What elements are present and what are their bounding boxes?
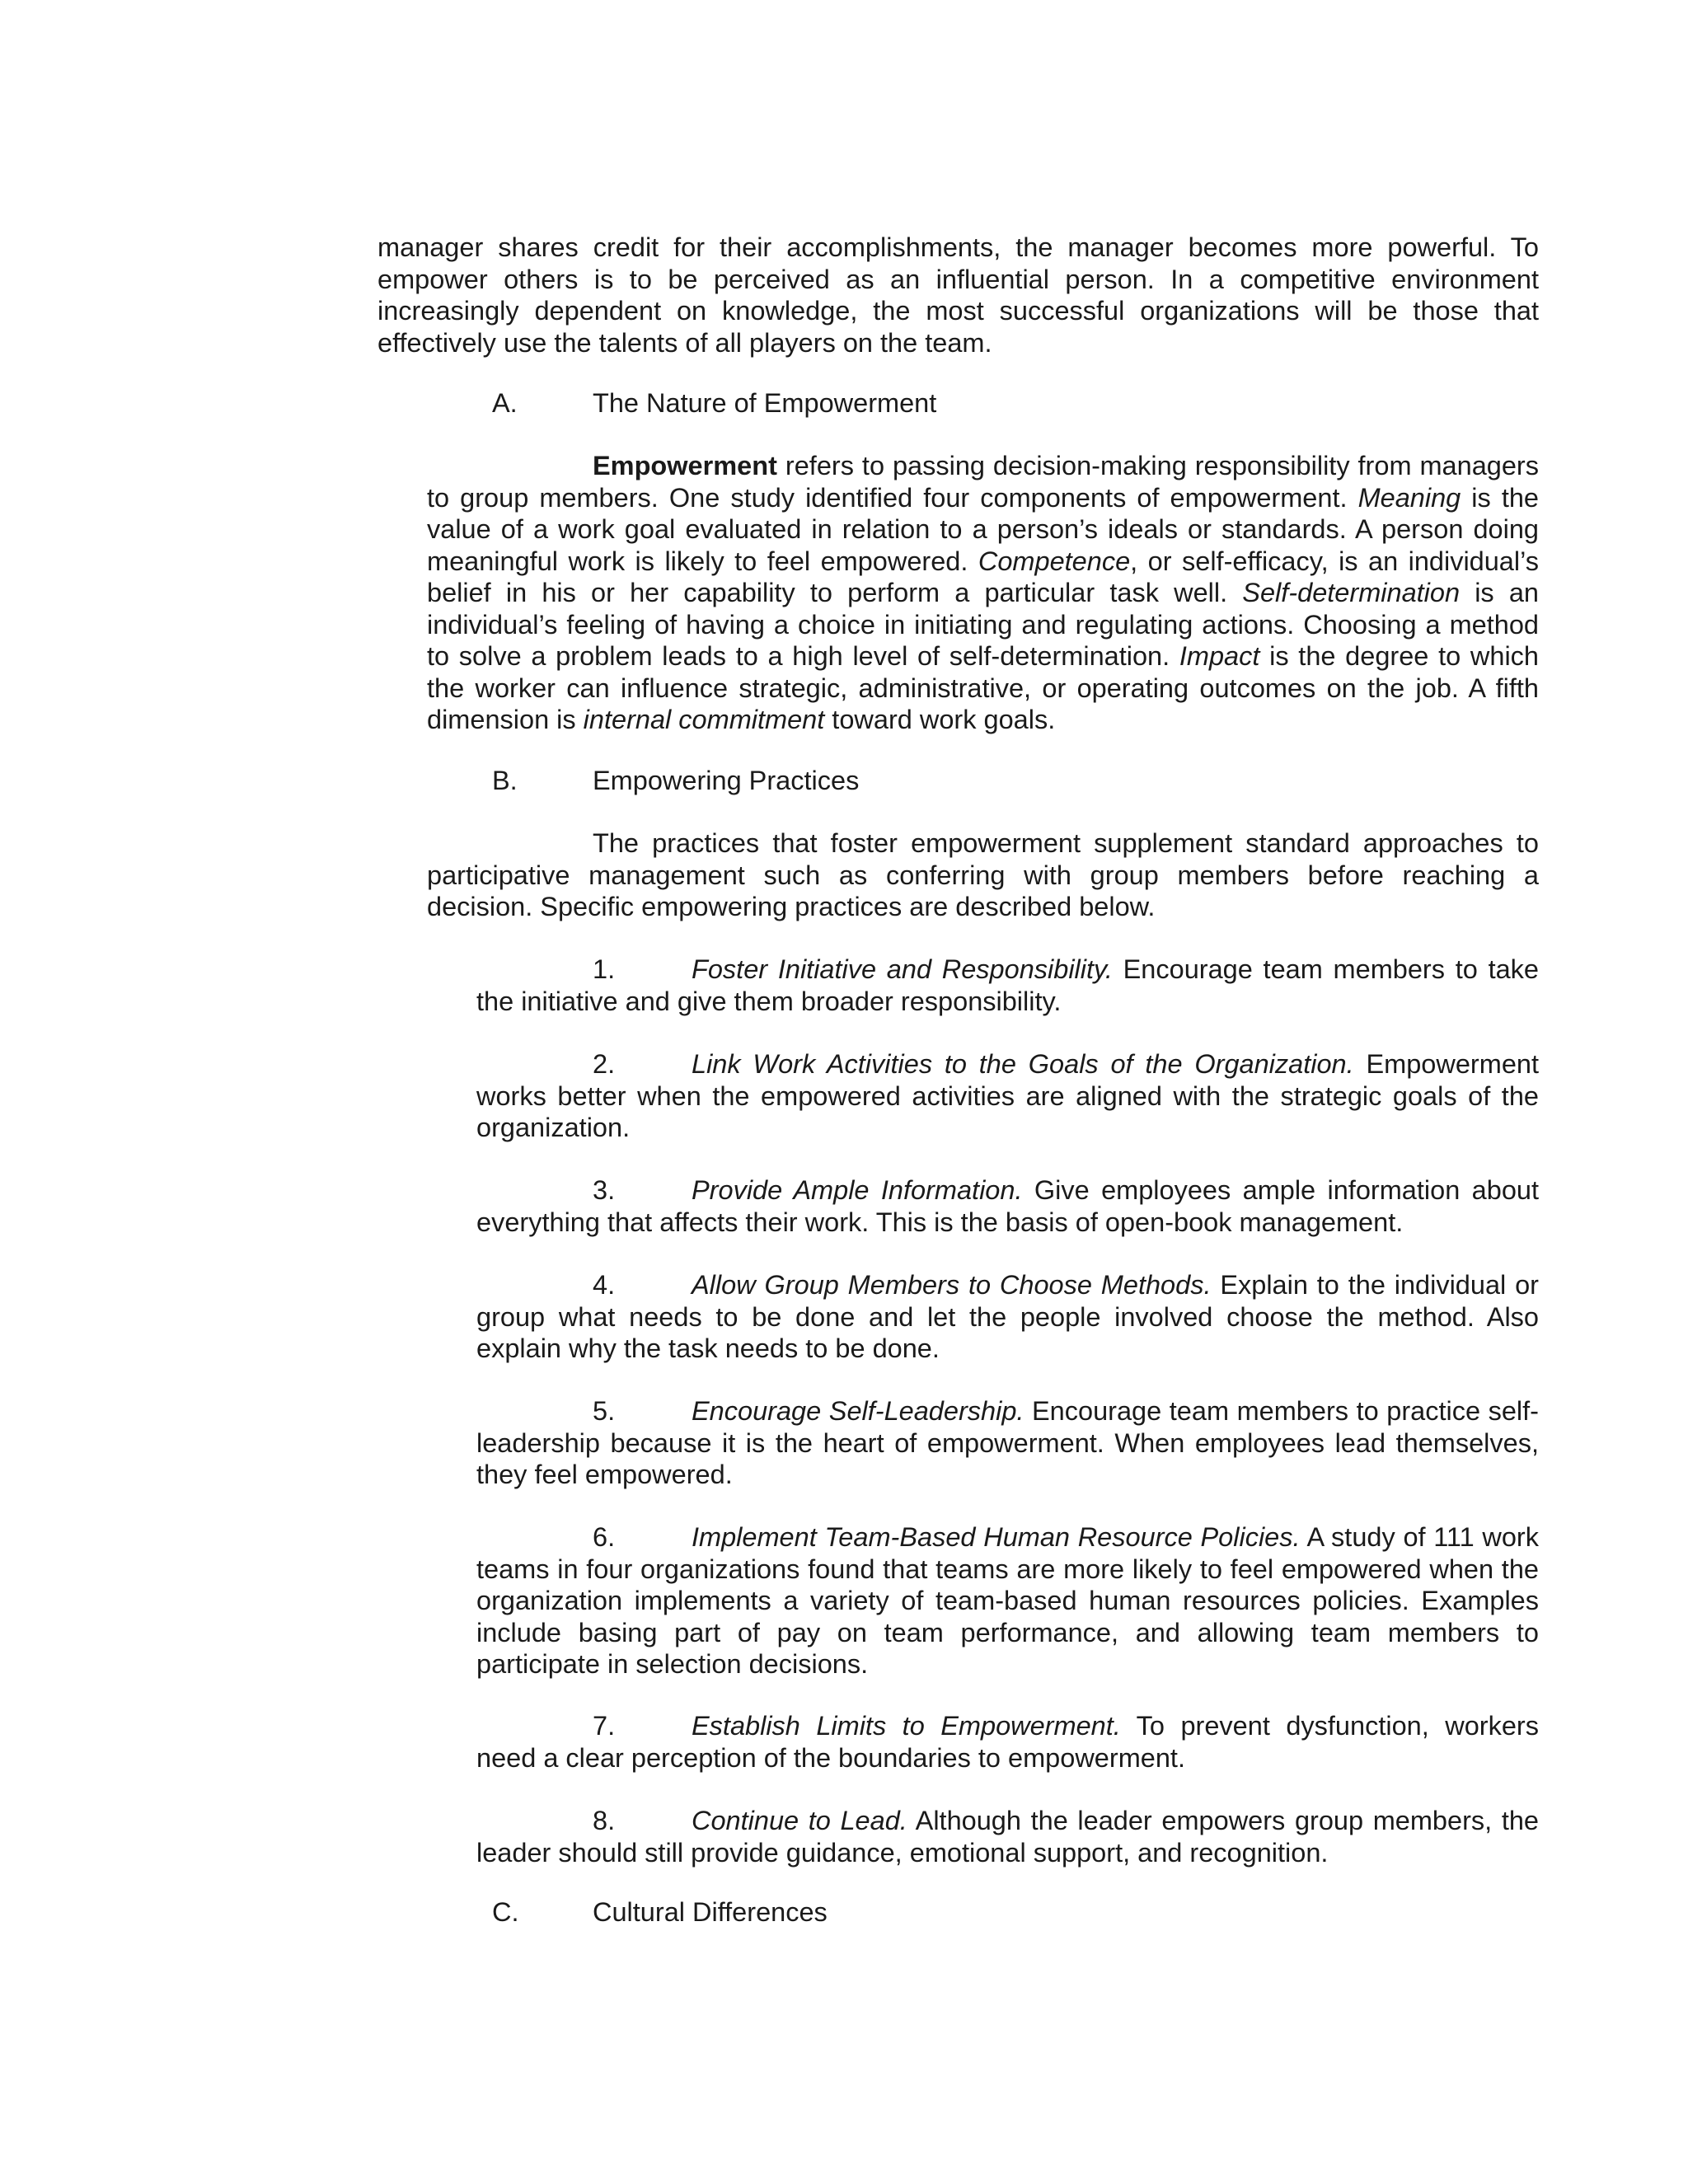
list-item-text: A study of 111 work teams in four organizations found that teams are more likely to feel empowered when the organization implements a variety of team-based human resources policies. Examples include basing part of pay on team performance, and allowing team members to participate in selection decisions. (476, 1522, 1539, 1679)
list-item-number: 4. (593, 1270, 616, 1300)
term-internal-commitment: internal commitment (583, 705, 825, 734)
section-b-title: Empowering Practices (593, 766, 860, 795)
para-a-text-4: is an individual’s feeling of having a choice in initiating and regulating actions. Choosing a method to solve a problem leads to a high level of self-determination. (427, 578, 1539, 671)
list-item-text: Encourage team members to practice self-leadership because it is the heart of empowerment. When employees lead themselves, they feel empowered. (476, 1396, 1539, 1489)
list-item-text: Explain to the individual or group what needs to be done and let the people involved choose the method. Also explain why the task needs to be done. (476, 1270, 1539, 1363)
section-a-title: The Nature of Empowerment (593, 388, 937, 418)
term-meaning: Meaning (1357, 482, 1461, 513)
list-item-title: Implement Team-Based Human Resource Policies. (692, 1522, 1301, 1552)
list-item-title: Link Work Activities to the Goals of the Organization. (692, 1049, 1354, 1079)
section-c-heading (492, 1896, 1316, 1929)
list-item-number: 8. (593, 1806, 616, 1835)
para-a-text-3: , or self-efficacy, is an individual’s belief in his or her capability to perform a particular task well. (427, 546, 1539, 607)
section-a-heading (492, 387, 1316, 420)
list-item (476, 954, 1539, 1017)
list-item (476, 1269, 1539, 1365)
section-b-letter: B. (492, 766, 518, 795)
list-item-title: Provide Ample Information. (692, 1175, 1023, 1205)
list-item-number: 6. (593, 1522, 616, 1552)
para-a-text-2: is the value of a work goal evaluated in relation to a person’s ideals or standards. A person doing meaningful work is likely to feel empowered. (427, 482, 1539, 576)
list-item (476, 1805, 1539, 1868)
list-item (476, 1395, 1539, 1491)
list-item-number: 5. (593, 1396, 616, 1426)
list-item (476, 1521, 1539, 1680)
list-item-text: Empowerment works better when the empowered activities are aligned with the strategic goals of the organization. (476, 1049, 1539, 1142)
list-item-number: 7. (593, 1711, 616, 1741)
list-item-title: Establish Limits to Empowerment. (692, 1711, 1121, 1741)
para-a-text-1: refers to passing decision-making responsibility from managers to group members. One study identified four components of empowerment. (427, 451, 1539, 513)
list-item-text: To prevent dysfunction, workers need a clear perception of the boundaries to empowerment. (476, 1711, 1539, 1773)
list-item-text: Encourage team members to take the initiative and give them broader responsibility. (476, 954, 1539, 1016)
list-item-number: 1. (593, 954, 616, 984)
term-competence: Competence (978, 546, 1131, 576)
section-a-paragraph (427, 450, 1539, 736)
list-item-number: 3. (593, 1175, 616, 1205)
list-item-text: Although the leader empowers group members, the leader should still provide guidance, emotional support, and recognition. (476, 1806, 1539, 1868)
list-item-title: Allow Group Members to Choose Methods. (692, 1270, 1212, 1300)
intro-paragraph: manager shares credit for their accomplishments, the manager becomes more powerful. To empower others is to be perceived as an influential person. In a competitive environment increasingly dependent on knowledge, the most successful organizations will be those that effectively use the talents of all players on the team. (377, 232, 1539, 358)
list-item-title: Continue to Lead. (692, 1806, 907, 1835)
para-a-text-5: is the degree to which the worker can influence strategic, administrative, or operating outcomes on the job. A fifth dimension is (427, 641, 1539, 734)
list-item (476, 1710, 1539, 1774)
list-item-title: Encourage Self-Leadership. (692, 1396, 1025, 1426)
list-item-number: 2. (593, 1049, 616, 1079)
section-a-letter: A. (492, 388, 518, 418)
list-item-text: Give employees ample information about everything that affects their work. This is the basis of open-book management. (476, 1175, 1539, 1237)
list-item (476, 1048, 1539, 1144)
list-item (476, 1174, 1539, 1238)
section-c-title: Cultural Differences (593, 1897, 828, 1927)
section-c-letter: C. (492, 1897, 519, 1927)
list-item-title: Foster Initiative and Responsibility. (692, 954, 1113, 984)
section-b-intro: The practices that foster empowerment supplement standard approaches to participative management such as conferring with group members before reaching a decision. Specific empowering practices are described below. (427, 828, 1539, 921)
term-empowerment: Empowerment (593, 451, 777, 480)
term-self-determination: Self-determination (1242, 578, 1461, 607)
para-a-text-6: toward work goals. (824, 705, 1056, 734)
section-b-heading (492, 765, 1316, 798)
term-impact: Impact (1179, 641, 1260, 671)
